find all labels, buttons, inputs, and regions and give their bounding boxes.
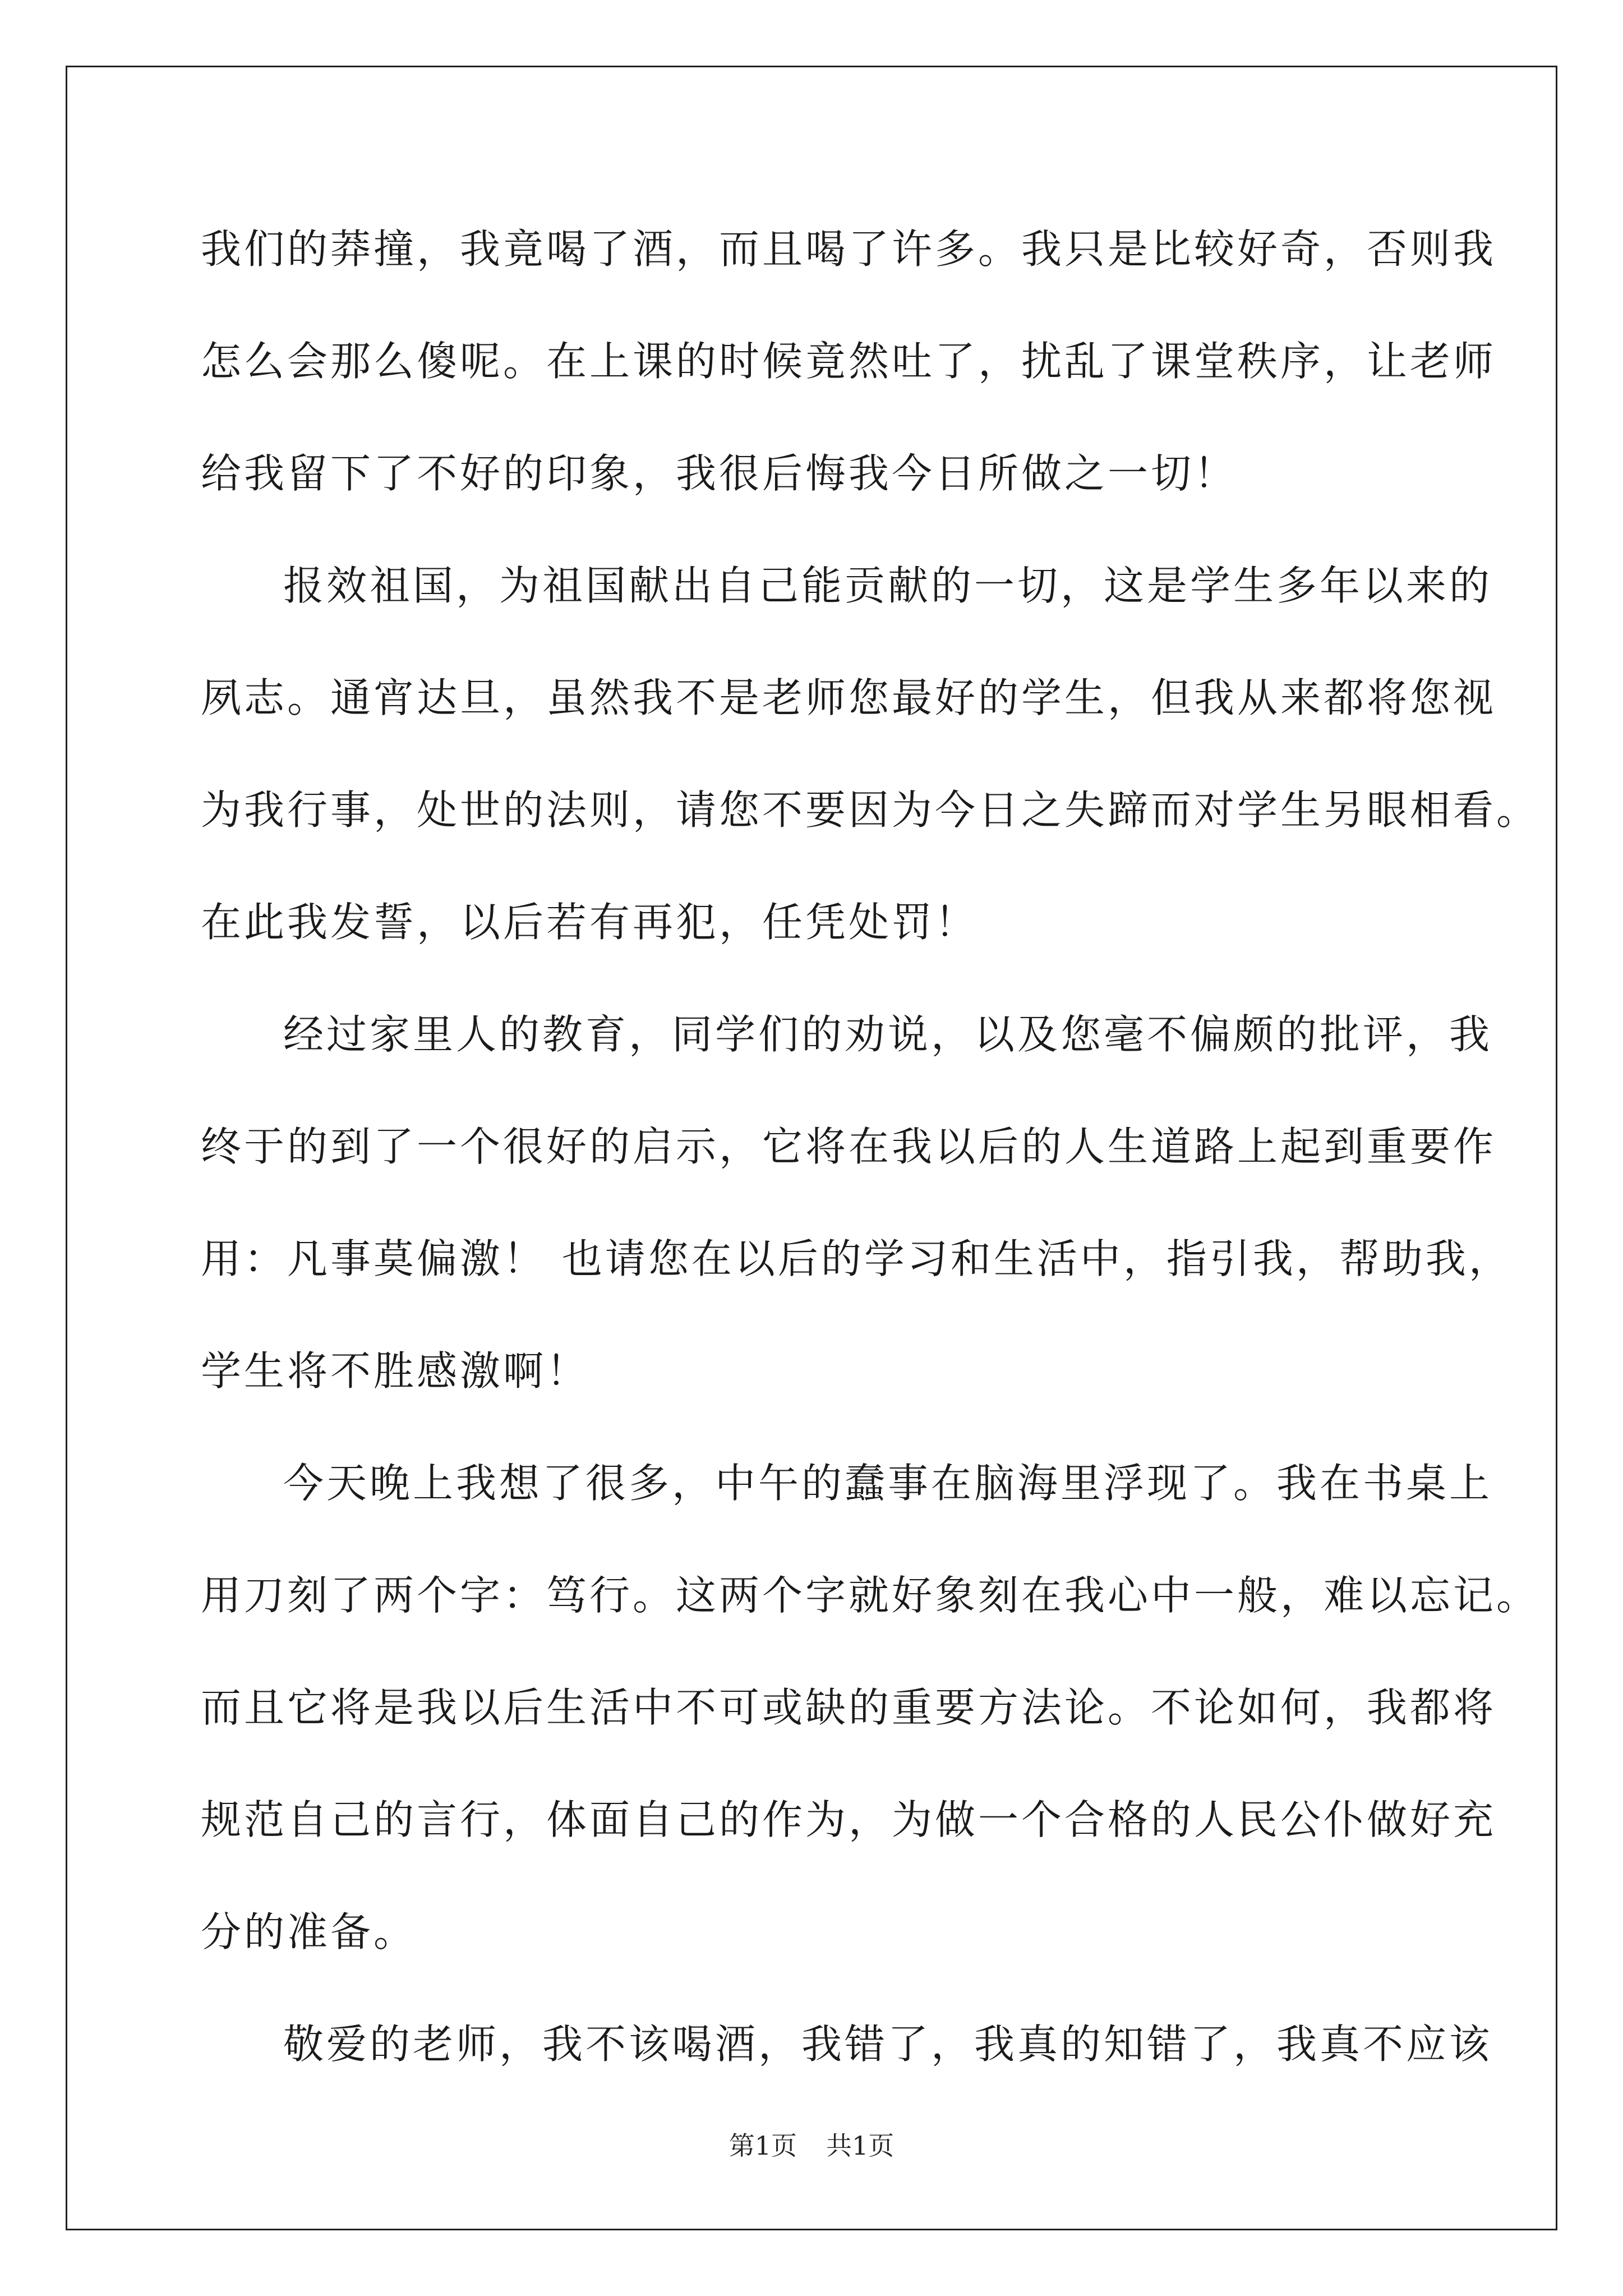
text-line: 规范自己的言行，体面自己的作为，为做一个合格的人民公仆做好充	[201, 1796, 1497, 1843]
text-line: 我们的莽撞，我竟喝了酒，而且喝了许多。我只是比较好奇，否则我	[201, 226, 1497, 273]
text-line: 今天晚上我想了很多，中午的蠢事在脑海里浮现了。我在书桌上	[283, 1460, 1493, 1507]
text-line: 经过家里人的教育，同学们的劝说，以及您毫不偏颇的批评，我	[283, 1011, 1493, 1058]
text-line: 用：凡事莫偏激！ 也请您在以后的学习和生活中，指引我，帮助我，	[201, 1235, 1512, 1282]
page-footer	[0, 2129, 1623, 2162]
text-line: 为我行事，处世的法则，请您不要因为今日之失蹄而对学生另眼相看。	[201, 786, 1540, 834]
text-line: 给我留下了不好的印象，我很后悔我今日所做之一切！	[201, 450, 1238, 497]
text-line: 报效祖国，为祖国献出自己能贡献的一切，这是学生多年以来的	[283, 562, 1493, 609]
text-line: 而且它将是我以后生活中不可或缺的重要方法论。不论如何，我都将	[201, 1684, 1497, 1731]
text-line: 怎么会那么傻呢。在上课的时候竟然吐了，扰乱了课堂秩序，让老师	[201, 338, 1497, 385]
text-line: 在此我发誓，以后若有再犯，任凭处罚！	[201, 899, 979, 946]
text-line: 分的准备。	[201, 1908, 417, 1955]
text-line: 学生将不胜感激啊！	[201, 1347, 590, 1395]
page-number: 第1页	[728, 2131, 797, 2161]
page-total: 共1页	[826, 2131, 895, 2161]
text-line: 用刀刻了两个字：笃行。这两个字就好象刻在我心中一般，难以忘记。	[201, 1572, 1540, 1619]
text-line: 夙志。通宵达旦，虽然我不是老师您最好的学生，但我从来都将您视	[201, 674, 1497, 721]
text-line: 敬爱的老师，我不该喝酒，我错了，我真的知错了，我真不应该	[283, 2021, 1493, 2068]
text-line: 终于的到了一个很好的启示，它将在我以后的人生道路上起到重要作	[201, 1123, 1497, 1170]
